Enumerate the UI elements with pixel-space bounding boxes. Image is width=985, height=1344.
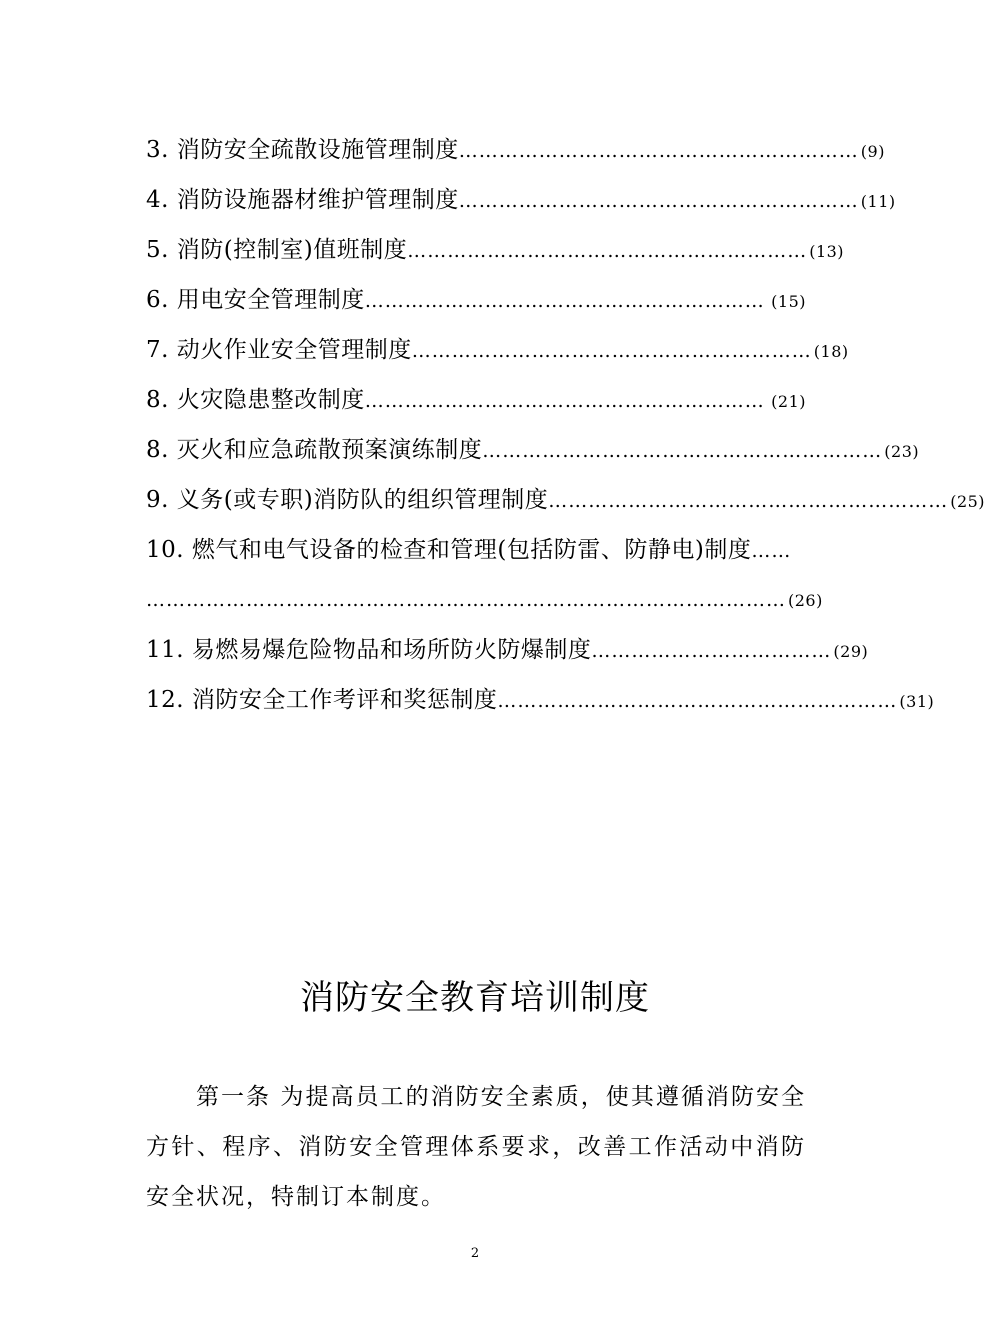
section-title: 消防安全教育培训制度 (300, 978, 650, 1018)
article-paragraph: 第一条 为提高员工的消防安全素质，使其遵循消防安全方针、程序、消防安全管理体系要求，改善工作活动中消防安全状况，特制订本制度。 (146, 1084, 806, 1210)
toc-page-ref: (25) (950, 492, 985, 511)
toc-leader-dots: …………………………………………………… (411, 340, 812, 362)
toc-page-ref: (18) (813, 342, 849, 361)
toc-entry[interactable] (146, 628, 869, 678)
toc-entry-label: 8. 火灾隐患整改制度 (146, 387, 365, 413)
toc-leader-dots: …………………………………………………… (497, 690, 898, 712)
toc-entry-label: 9. 义务(或专职)消防队的组织管理制度 (146, 487, 549, 513)
toc-page-ref: (29) (833, 642, 869, 661)
toc-entry[interactable] (146, 428, 920, 478)
toc-entry[interactable] (146, 378, 806, 428)
toc-entry-label: 10. 燃气和电气设备的检查和管理(包括防雷、防静电)制度 (146, 537, 752, 563)
toc-entry-label: 6. 用电安全管理制度 (146, 287, 365, 313)
toc-page-ref: (11) (860, 192, 896, 211)
toc-entry-label: 12. 消防安全工作考评和奖惩制度 (146, 687, 498, 713)
toc-entry-label: 8. 灭火和应急疏散预案演练制度 (146, 437, 483, 463)
toc-entry[interactable] (146, 228, 845, 278)
toc-leader-dots: …………………………………………………… (548, 490, 949, 512)
toc-entry[interactable] (146, 678, 935, 728)
toc-entry[interactable] (146, 528, 806, 578)
toc-leader-dots: …………………………………………………………………………………… (146, 589, 786, 611)
toc-leader-dots: …………………………………………………… (458, 140, 859, 162)
toc-page-ref: (13) (809, 242, 845, 261)
toc-entry[interactable] (146, 278, 806, 328)
toc-entry-label: 3. 消防安全疏散设施管理制度 (146, 137, 459, 163)
toc-entry[interactable] (146, 328, 849, 378)
toc-entry-label: 4. 消防设施器材维护管理制度 (146, 187, 459, 213)
toc-leader-dots: …… (751, 540, 792, 562)
toc-leader-dots: …………………………………………………… (364, 290, 765, 312)
toc-entry[interactable] (146, 478, 985, 528)
table-of-contents (146, 128, 985, 728)
toc-page-ref: (9) (860, 142, 885, 161)
toc-entry-label: 11. 易燃易爆危险物品和场所防火防爆制度 (146, 637, 592, 663)
toc-page-ref: (31) (899, 692, 935, 711)
toc-entry-continuation[interactable] (146, 578, 823, 628)
toc-entry-label: 5. 消防(控制室)值班制度 (146, 237, 408, 263)
toc-entry[interactable] (146, 128, 885, 178)
toc-page-ref: (21) (771, 392, 806, 411)
toc-leader-dots: …………………………………………………… (458, 190, 859, 212)
toc-leader-dots: ……………………………… (591, 640, 832, 662)
toc-leader-dots: …………………………………………………… (407, 240, 808, 262)
toc-page-ref: (26) (788, 591, 823, 610)
toc-entry-label: 7. 动火作业安全管理制度 (146, 337, 412, 363)
toc-entry[interactable] (146, 178, 896, 228)
toc-leader-dots: …………………………………………………… (364, 390, 765, 412)
toc-page-ref: (23) (884, 442, 920, 461)
page-number: 2 (470, 1246, 480, 1261)
toc-leader-dots: …………………………………………………… (482, 440, 883, 462)
toc-page-ref: (15) (771, 292, 806, 311)
